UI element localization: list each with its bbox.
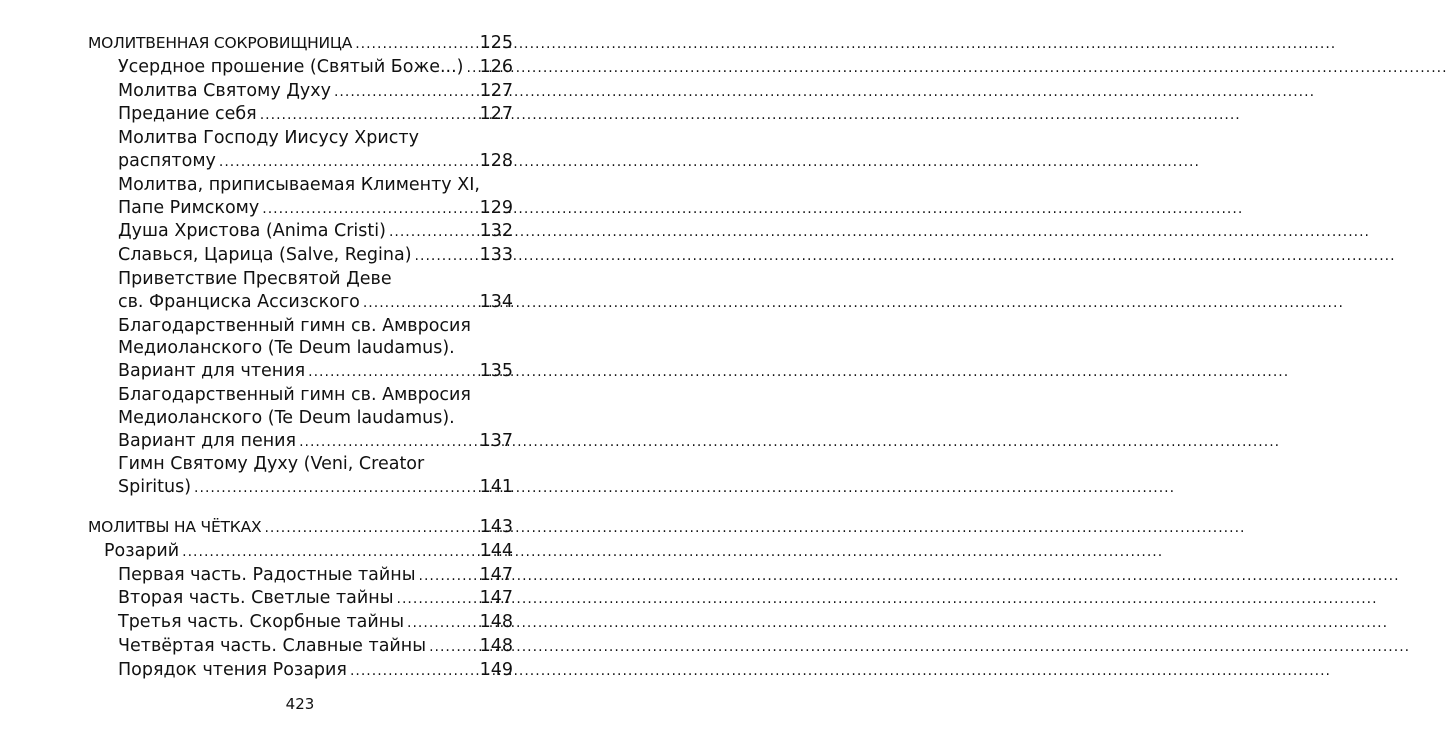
toc-entry-line [88,174,513,197]
toc-entry-title: Порядок чтения Розария [118,659,347,680]
toc-entry [88,174,513,221]
dot-leader [397,588,478,611]
toc-page-number: 125 [479,33,513,53]
toc-entry-title: Душа Христова (Anima Cristi) [118,221,386,242]
toc-section [88,516,513,683]
toc-page-number: 133 [479,245,513,266]
toc-entry-last-line [88,564,513,588]
toc-entry-line [88,268,513,291]
toc-page-number: 144 [479,540,513,561]
toc-entry-title: распятому [118,150,216,171]
dot-leader [467,57,478,80]
toc-entry-title: Вторая часть. Светлые тайны [118,588,394,609]
toc-entry-title: Третья часть. Скорбные тайны [118,612,405,633]
dot-leader [355,33,477,56]
dot-leader [219,151,478,174]
toc-entry-title: Spiritus) [118,477,192,498]
toc-entry-last-line [88,611,513,635]
toc-entry-last-line [88,244,513,268]
dot-leader [419,565,478,588]
toc-page-number: 132 [479,221,513,242]
toc-entry-title: Славься, Царица (Salve, Regina) [118,245,412,266]
toc-entry-title-line: Благодарственный гимн св. Амвросия [118,384,471,405]
toc-page-number: 143 [479,516,513,537]
dot-leader [350,660,478,683]
toc-entry-line [88,315,513,338]
toc-entry-line [88,407,513,430]
toc-page-number: 129 [479,197,513,218]
toc-entry-last-line [88,103,513,127]
toc-entry-last-line [88,635,513,659]
toc-page-number: 148 [479,635,513,656]
toc-page-number: 128 [479,150,513,171]
toc-entry-last-line [88,197,513,221]
toc-entry [88,453,513,500]
toc-page-number: 127 [479,80,513,101]
toc-heading-entry [88,516,513,540]
toc-entry [88,540,513,564]
toc-entry-last-line [88,540,513,564]
dot-leader [334,81,478,104]
toc-entry-last-line [88,516,513,540]
toc-entry-title-line: Благодарственный гимн св. Амвросия [118,315,471,336]
toc-entry [88,611,513,635]
toc-entry [88,80,513,104]
toc-entry-last-line [88,659,513,683]
toc-entry-last-line [88,150,513,174]
toc-entry-last-line [88,587,513,611]
toc-heading-title: МОЛИТВЫ НА ЧЁТКАХ [88,517,262,536]
toc-entry-title: Усердное прошение (Святый Боже...) [118,56,464,77]
table-of-contents [88,32,513,683]
toc-entry [88,244,513,268]
toc-entry-last-line [88,291,513,315]
toc-entry-title: Папе Римскому [118,197,260,218]
toc-entry-line [88,453,513,476]
toc-entry-title: Вариант для пения [118,430,297,451]
toc-entry [88,127,513,174]
toc-entry-line [88,384,513,407]
dot-leader [407,612,478,635]
toc-entry-last-line [88,80,513,104]
toc-entry-title: Вариант для чтения [118,361,306,382]
dot-leader [415,245,478,268]
toc-entry-last-line [88,476,513,500]
toc-entry-title: Молитва Святому Духу [118,80,331,101]
toc-entry-title: Четвёртая часть. Славные тайны [118,635,427,656]
toc-entry-title-line: Молитва, приписываемая Клименту XI, [118,174,480,195]
toc-entry [88,384,513,453]
toc-section [88,32,513,500]
toc-entry-title-line: Гимн Святому Духу (Veni, Creator [118,454,425,475]
toc-entry [88,564,513,588]
toc-heading-entry [88,32,513,56]
toc-page-number: 147 [479,564,513,585]
dot-leader [194,477,478,500]
toc-heading-title: МОЛИТВЕННАЯ СОКРОВИЩНИЦА [88,34,353,52]
toc-entry-title-line: Медиоланского (Te Deum laudamus). [118,407,455,428]
toc-entry-line [88,127,513,150]
toc-page-number: 148 [479,612,513,633]
toc-entry [88,268,513,315]
dot-leader [299,431,478,454]
dot-leader [308,361,477,384]
dot-leader [429,636,478,659]
dot-leader [182,541,477,564]
toc-entry-title: Розарий [104,540,180,561]
toc-entry [88,315,513,384]
toc-page-number: 127 [479,104,513,125]
toc-page-number: 141 [479,477,513,498]
toc-entry-title: св. Франциска Ассизского [118,291,360,312]
dot-leader [264,517,477,540]
dot-leader [260,104,478,127]
toc-entry-last-line [88,32,513,56]
toc-entry-title: Предание себя [118,104,257,125]
toc-entry [88,56,513,80]
toc-entry-title-line: Медиоланского (Te Deum laudamus). [118,338,455,359]
dot-leader [262,198,477,221]
toc-entry-last-line [88,220,513,244]
toc-entry-last-line [88,430,513,454]
toc-entry [88,635,513,659]
toc-page-number: 149 [479,659,513,680]
toc-entry [88,587,513,611]
toc-entry-title-line: Молитва Господу Иисусу Христу [118,128,419,149]
page-number: 423 [285,695,315,713]
toc-entry-title-line: Приветствие Пресвятой Деве [118,268,392,289]
toc-entry-title: Первая часть. Радостные тайны [118,564,416,585]
toc-entry [88,659,513,683]
toc-entry [88,103,513,127]
toc-page-number: 137 [479,430,513,451]
dot-leader [363,292,478,315]
toc-page-number: 147 [479,588,513,609]
toc-entry [88,220,513,244]
toc-entry-last-line [88,360,513,384]
dot-leader [389,221,478,244]
toc-entry-last-line [88,56,513,80]
toc-entry-line [88,337,513,360]
toc-page-number: 134 [479,291,513,312]
toc-page-number: 126 [479,56,513,77]
toc-page-number: 135 [479,361,513,382]
